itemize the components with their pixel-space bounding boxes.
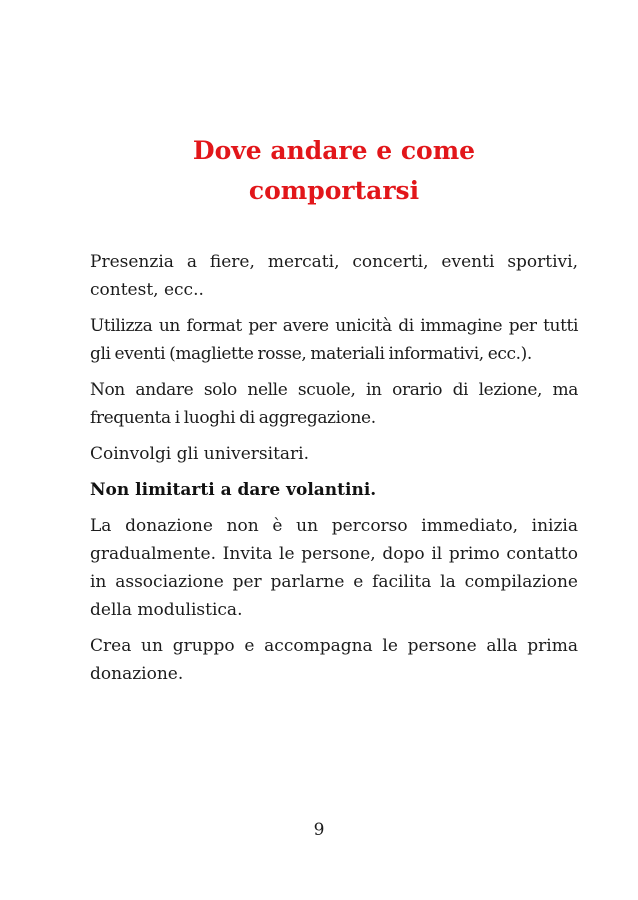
page-title-line-1: Dove andare e come bbox=[192, 136, 476, 165]
paragraph-university: Coinvolgi gli universitari. bbox=[90, 444, 310, 464]
page-title bbox=[90, 131, 578, 211]
paragraph-flyers bbox=[90, 476, 578, 504]
paragraph-schools: Non andare solo nelle scuole, in orario di lezione, ma frequenta i luoghi di aggregazione. bbox=[90, 380, 578, 428]
page-number: 9 bbox=[313, 820, 325, 840]
paragraph-group: Crea un gruppo e accompagna le persone alla prima donazione. bbox=[90, 636, 578, 684]
body-text bbox=[90, 248, 578, 696]
paragraph-events: Presenzia a fiere, mercati, concerti, eventi sportivi, contest, ecc.. bbox=[90, 252, 578, 300]
bold-instruction: Non limitarti a dare volantini. bbox=[90, 480, 377, 500]
paragraph-format: Utilizza un format per avere unicità di immagine per tutti gli eventi (magliette rosse, materiali informativi, ecc.). bbox=[90, 316, 578, 364]
page-title-line-2: comportarsi bbox=[248, 176, 420, 205]
paragraph-donation: La donazione non è un percorso immediato, inizia gradualmente. Invita le persone, dopo il primo contatto in associazione per parlarne e facilita la compilazione della modulistica. bbox=[90, 516, 578, 620]
